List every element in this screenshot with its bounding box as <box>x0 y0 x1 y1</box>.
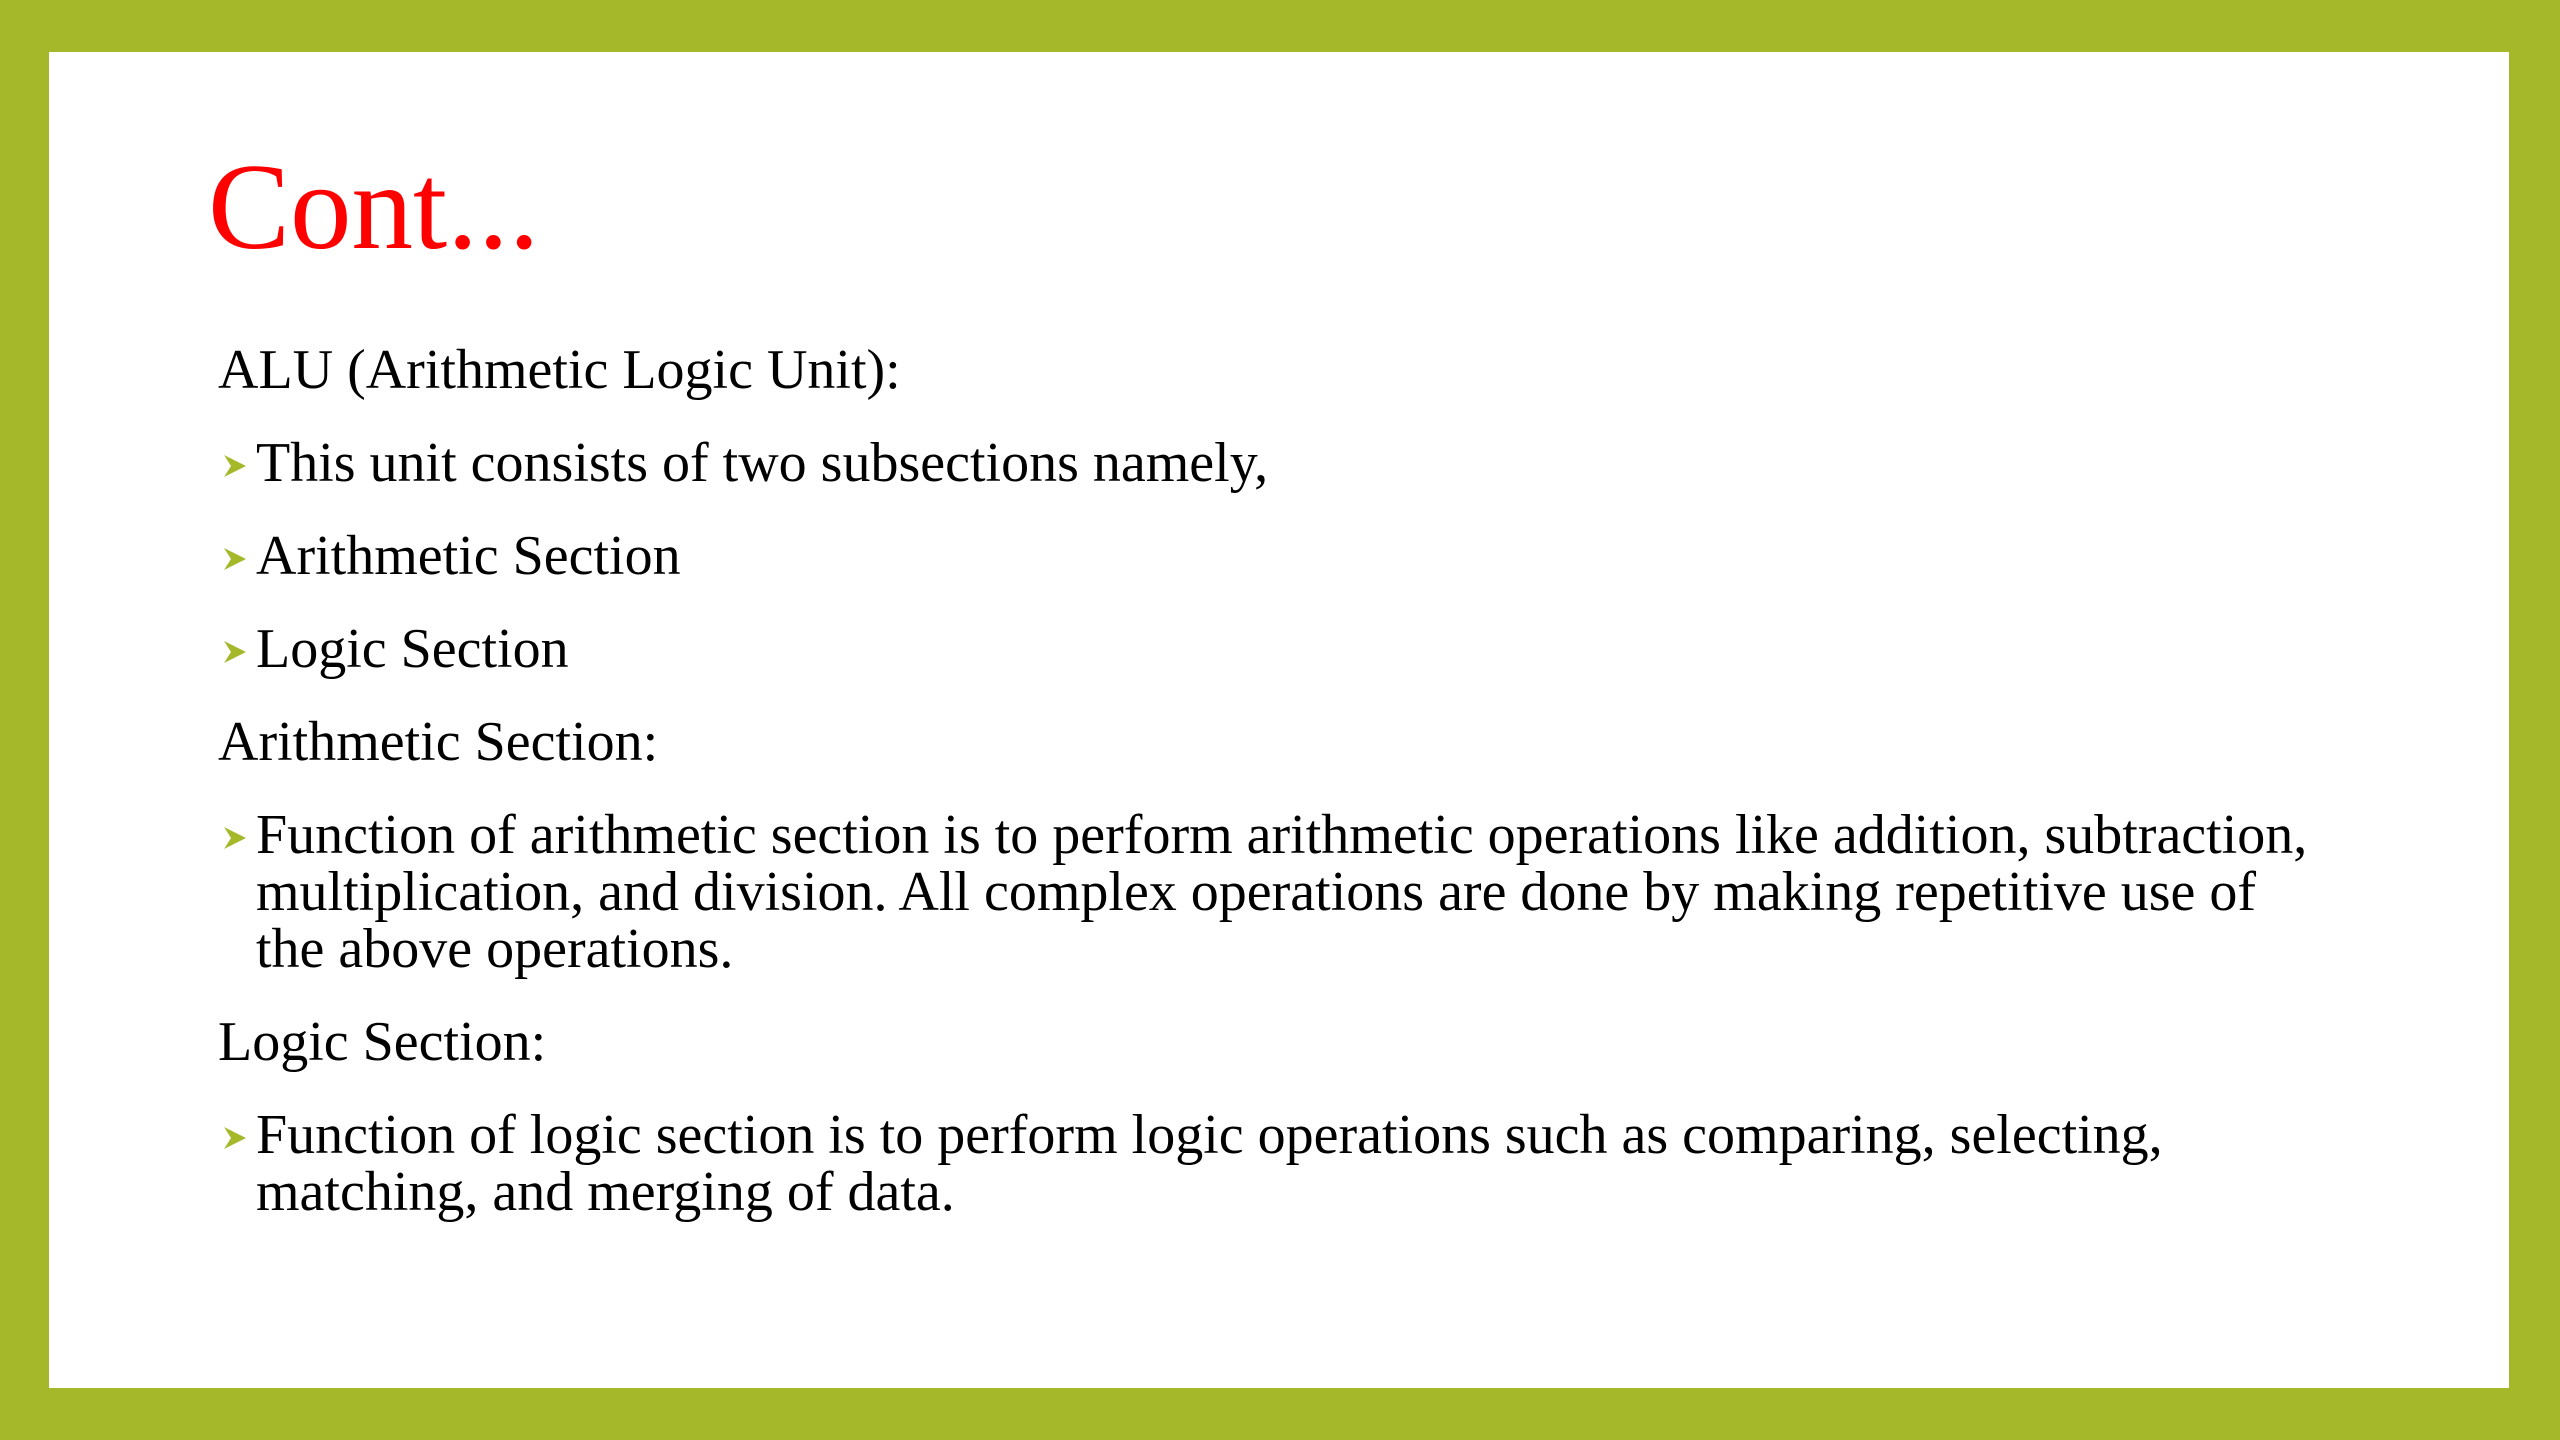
arrowhead-bullet-icon <box>218 435 256 492</box>
slide-title: Cont... <box>208 138 540 275</box>
heading-arithmetic-section: Arithmetic Section: <box>218 711 659 773</box>
heading-alu: ALU (Arithmetic Logic Unit): <box>218 339 901 401</box>
bullet-item <box>218 804 2318 980</box>
bullet-text: This unit consists of two subsections namely, <box>256 432 1269 494</box>
bullet-item <box>218 618 2318 680</box>
slide-body <box>218 339 2318 1257</box>
arrowhead-bullet-icon <box>218 1107 256 1164</box>
bullet-item <box>218 1104 2318 1223</box>
arrowhead-bullet-icon <box>218 528 256 585</box>
heading-logic-section: Logic Section: <box>218 1011 547 1073</box>
bullet-text: Function of logic section is to perform logic operations such as comparing, selecting, matching, and merging of data. <box>256 1104 2163 1223</box>
bullet-text: Logic Section <box>256 618 569 680</box>
bullet-text: Function of arithmetic section is to perform arithmetic operations like addition, subtraction, multiplication, and division. All complex operations are done by making repetitive use of the above operations. <box>256 804 2308 980</box>
bullet-text: Arithmetic Section <box>256 525 681 587</box>
bullet-item <box>218 432 2318 494</box>
arrowhead-bullet-icon <box>218 807 256 864</box>
arrowhead-bullet-icon <box>218 621 256 678</box>
bullet-item <box>218 525 2318 587</box>
